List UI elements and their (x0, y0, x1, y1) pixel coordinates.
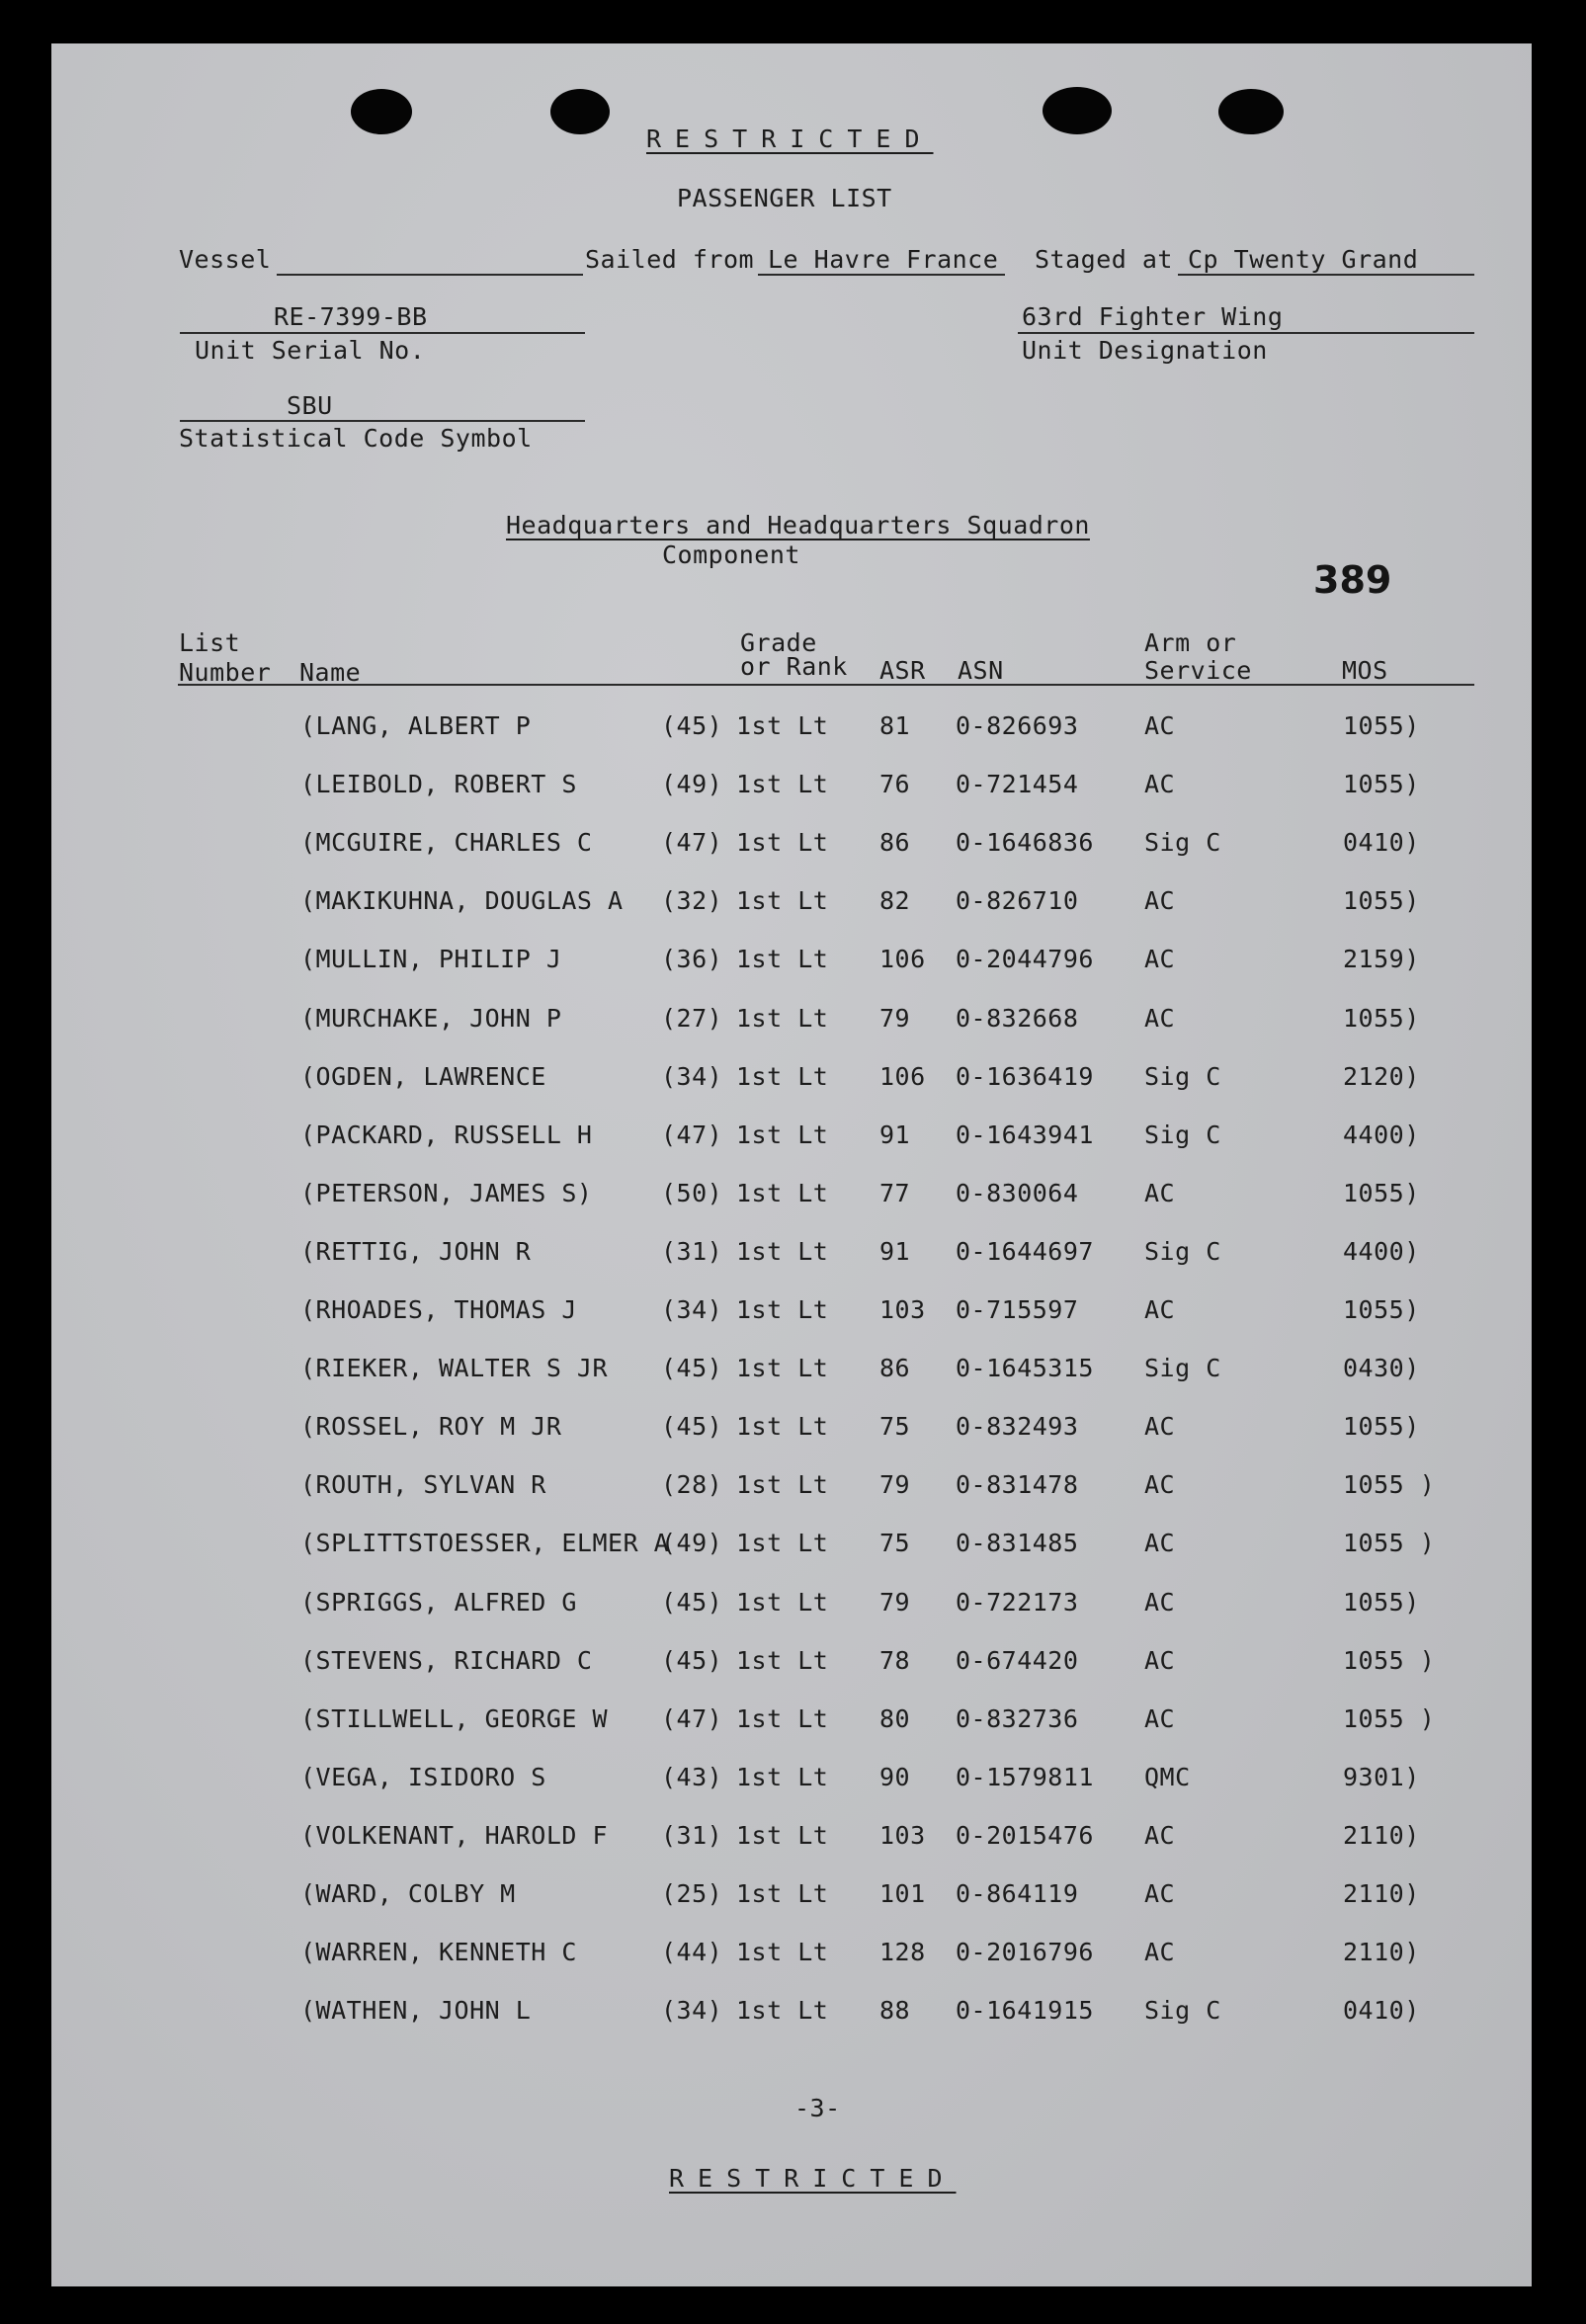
passenger-asr: 79 (879, 1470, 911, 1499)
col-list-1: List (179, 628, 241, 657)
passenger-name: (SPRIGGS, ALFRED G (300, 1588, 577, 1617)
passenger-arm: AC (1144, 1470, 1176, 1499)
passenger-asn: 0-1636419 (956, 1062, 1094, 1091)
passenger-mos: 1055) (1343, 1179, 1420, 1207)
passenger-arm: AC (1144, 1588, 1176, 1617)
passenger-name: (OGDEN, LAWRENCE (300, 1062, 546, 1091)
passenger-grade: 1st Lt (736, 1588, 829, 1617)
punch-hole (550, 89, 610, 134)
passenger-mos: 0410) (1343, 1996, 1420, 2025)
col-arm-2: Service (1144, 656, 1252, 685)
passenger-asn: 0-2044796 (956, 945, 1094, 973)
passenger-mos: 9301) (1343, 1763, 1420, 1791)
passenger-name: (LANG, ALBERT P (300, 711, 532, 740)
col-grade-2: or Rank (740, 652, 848, 681)
passenger-name: (WARREN, KENNETH C (300, 1938, 577, 1966)
page-number: -3- (794, 2094, 841, 2122)
passenger-arm: Sig C (1144, 1996, 1221, 2025)
classification-footer: RESTRICTED (669, 2164, 957, 2193)
passenger-mos: 2159) (1343, 945, 1420, 973)
passenger-grade: 1st Lt (736, 1704, 829, 1733)
passenger-name: (STEVENS, RICHARD C (300, 1646, 593, 1675)
passenger-name: (RHOADES, THOMAS J (300, 1295, 577, 1324)
passenger-grade: 1st Lt (736, 1004, 829, 1033)
passenger-grade: 1st Lt (736, 1821, 829, 1850)
passenger-age: (47) (661, 1704, 723, 1733)
passenger-arm: AC (1144, 711, 1176, 740)
stat-code-line (180, 420, 585, 422)
passenger-mos: 4400) (1343, 1237, 1420, 1266)
passenger-mos: 4400) (1343, 1120, 1420, 1149)
passenger-age: (45) (661, 1354, 723, 1382)
passenger-grade: 1st Lt (736, 1062, 829, 1091)
passenger-asr: 82 (879, 886, 911, 915)
passenger-asr: 86 (879, 1354, 911, 1382)
passenger-asn: 0-832493 (956, 1412, 1079, 1441)
passenger-asr: 101 (879, 1879, 926, 1908)
classification-header: RESTRICTED (646, 124, 934, 153)
passenger-asr: 75 (879, 1529, 911, 1557)
passenger-asn: 0-1644697 (956, 1237, 1094, 1266)
passenger-arm: AC (1144, 1821, 1176, 1850)
passenger-asr: 88 (879, 1996, 911, 2025)
passenger-age: (34) (661, 1062, 723, 1091)
passenger-grade: 1st Lt (736, 1763, 829, 1791)
passenger-arm: AC (1144, 945, 1176, 973)
document-title: PASSENGER LIST (677, 184, 892, 212)
passenger-mos: 0430) (1343, 1354, 1420, 1382)
passenger-asr: 106 (879, 1062, 926, 1091)
col-asn: ASN (958, 656, 1004, 685)
passenger-mos: 1055) (1343, 1004, 1420, 1033)
passenger-name: (RIEKER, WALTER S JR (300, 1354, 609, 1382)
passenger-name: (MURCHAKE, JOHN P (300, 1004, 562, 1033)
passenger-arm: AC (1144, 1879, 1176, 1908)
passenger-asn: 0-1645315 (956, 1354, 1094, 1382)
passenger-asr: 79 (879, 1004, 911, 1033)
passenger-age: (45) (661, 1412, 723, 1441)
passenger-grade: 1st Lt (736, 1354, 829, 1382)
document-page (51, 43, 1532, 2286)
sailed-label: Sailed from (585, 245, 755, 274)
passenger-age: (49) (661, 770, 723, 798)
passenger-name: (MCGUIRE, CHARLES C (300, 828, 593, 857)
unit-designation-line (1018, 332, 1474, 334)
passenger-asn: 0-674420 (956, 1646, 1079, 1675)
passenger-name: (STILLWELL, GEORGE W (300, 1704, 609, 1733)
passenger-mos: 2110) (1343, 1821, 1420, 1850)
passenger-mos: 2120) (1343, 1062, 1420, 1091)
passenger-mos: 1055) (1343, 711, 1420, 740)
passenger-asr: 103 (879, 1821, 926, 1850)
passenger-arm: Sig C (1144, 1120, 1221, 1149)
passenger-asn: 0-2016796 (956, 1938, 1094, 1966)
passenger-mos: 1055) (1343, 886, 1420, 915)
passenger-asn: 0-832668 (956, 1004, 1079, 1033)
passenger-asr: 86 (879, 828, 911, 857)
passenger-asn: 0-832736 (956, 1704, 1079, 1733)
passenger-arm: AC (1144, 1646, 1176, 1675)
vessel-label: Vessel (179, 245, 272, 274)
passenger-asn: 0-826710 (956, 886, 1079, 915)
passenger-age: (43) (661, 1763, 723, 1791)
stamp-number: 389 (1313, 558, 1392, 602)
passenger-grade: 1st Lt (736, 1179, 829, 1207)
unit-serial-line (180, 332, 585, 334)
passenger-arm: AC (1144, 1412, 1176, 1441)
passenger-mos: 1055) (1343, 770, 1420, 798)
component-label: Component (662, 540, 800, 569)
passenger-arm: AC (1144, 1179, 1176, 1207)
passenger-asn: 0-2015476 (956, 1821, 1094, 1850)
passenger-grade: 1st Lt (736, 1412, 829, 1441)
passenger-mos: 2110) (1343, 1879, 1420, 1908)
passenger-asr: 78 (879, 1646, 911, 1675)
passenger-grade: 1st Lt (736, 1120, 829, 1149)
passenger-grade: 1st Lt (736, 1529, 829, 1557)
passenger-age: (45) (661, 711, 723, 740)
passenger-name: (LEIBOLD, ROBERT S (300, 770, 577, 798)
passenger-arm: AC (1144, 1529, 1176, 1557)
col-list-2: Number (179, 658, 272, 687)
passenger-mos: 0410) (1343, 828, 1420, 857)
passenger-grade: 1st Lt (736, 1237, 829, 1266)
staged-label: Staged at (1035, 245, 1173, 274)
passenger-arm: AC (1144, 886, 1176, 915)
passenger-grade: 1st Lt (736, 1996, 829, 2025)
passenger-asn: 0-1641915 (956, 1996, 1094, 2025)
passenger-age: (28) (661, 1470, 723, 1499)
passenger-mos: 2110) (1343, 1938, 1420, 1966)
passenger-grade: 1st Lt (736, 1646, 829, 1675)
col-mos: MOS (1342, 656, 1388, 685)
unit-designation-value: 63rd Fighter Wing (1022, 302, 1284, 331)
passenger-asr: 128 (879, 1938, 926, 1966)
passenger-age: (44) (661, 1938, 723, 1966)
passenger-arm: Sig C (1144, 1062, 1221, 1091)
passenger-arm: AC (1144, 1004, 1176, 1033)
vessel-line (277, 274, 583, 276)
passenger-mos: 1055) (1343, 1412, 1420, 1441)
unit-designation-label: Unit Designation (1022, 336, 1268, 365)
passenger-asn: 0-715597 (956, 1295, 1079, 1324)
passenger-age: (50) (661, 1179, 723, 1207)
passenger-name: (ROSSEL, ROY M JR (300, 1412, 562, 1441)
passenger-asn: 0-831478 (956, 1470, 1079, 1499)
passenger-grade: 1st Lt (736, 886, 829, 915)
component-value: Headquarters and Headquarters Squadron (506, 511, 1090, 540)
passenger-asr: 91 (879, 1120, 911, 1149)
passenger-grade: 1st Lt (736, 828, 829, 857)
staged-line (1178, 274, 1474, 276)
passenger-name: (VEGA, ISIDORO S (300, 1763, 546, 1791)
passenger-name: (WATHEN, JOHN L (300, 1996, 532, 2025)
passenger-mos: 1055 ) (1343, 1529, 1436, 1557)
passenger-name: (MAKIKUHNA, DOUGLAS A (300, 886, 624, 915)
passenger-mos: 1055 ) (1343, 1646, 1436, 1675)
passenger-grade: 1st Lt (736, 1879, 829, 1908)
passenger-asn: 0-826693 (956, 711, 1079, 740)
unit-serial-value: RE-7399-BB (274, 302, 428, 331)
passenger-grade: 1st Lt (736, 770, 829, 798)
passenger-mos: 1055) (1343, 1588, 1420, 1617)
passenger-asn: 0-1579811 (956, 1763, 1094, 1791)
col-arm-1: Arm or (1144, 628, 1237, 657)
passenger-grade: 1st Lt (736, 1938, 829, 1966)
passenger-asn: 0-721454 (956, 770, 1079, 798)
passenger-arm: Sig C (1144, 1354, 1221, 1382)
passenger-age: (45) (661, 1646, 723, 1675)
passenger-grade: 1st Lt (736, 711, 829, 740)
passenger-age: (34) (661, 1996, 723, 2025)
passenger-age: (49) (661, 1529, 723, 1557)
passenger-name: (WARD, COLBY M (300, 1879, 516, 1908)
passenger-grade: 1st Lt (736, 945, 829, 973)
passenger-asn: 0-1646836 (956, 828, 1094, 857)
passenger-age: (36) (661, 945, 723, 973)
punch-hole (351, 89, 412, 134)
passenger-grade: 1st Lt (736, 1295, 829, 1324)
passenger-asr: 90 (879, 1763, 911, 1791)
passenger-name: (VOLKENANT, HAROLD F (300, 1821, 609, 1850)
passenger-age: (31) (661, 1237, 723, 1266)
passenger-mos: 1055) (1343, 1295, 1420, 1324)
passenger-asr: 81 (879, 711, 911, 740)
passenger-asr: 91 (879, 1237, 911, 1266)
passenger-asr: 80 (879, 1704, 911, 1733)
passenger-age: (45) (661, 1588, 723, 1617)
passenger-name: (PACKARD, RUSSELL H (300, 1120, 593, 1149)
passenger-age: (27) (661, 1004, 723, 1033)
staged-value: Cp Twenty Grand (1188, 245, 1419, 274)
passenger-age: (47) (661, 1120, 723, 1149)
sailed-value: Le Havre France (768, 245, 999, 274)
passenger-arm: Sig C (1144, 1237, 1221, 1266)
passenger-arm: AC (1144, 1938, 1176, 1966)
passenger-name: (ROUTH, SYLVAN R (300, 1470, 546, 1499)
passenger-asr: 103 (879, 1295, 926, 1324)
passenger-arm: AC (1144, 1704, 1176, 1733)
passenger-asr: 77 (879, 1179, 911, 1207)
passenger-grade: 1st Lt (736, 1470, 829, 1499)
passenger-arm: AC (1144, 770, 1176, 798)
passenger-age: (25) (661, 1879, 723, 1908)
passenger-asr: 106 (879, 945, 926, 973)
passenger-mos: 1055 ) (1343, 1704, 1436, 1733)
passenger-asn: 0-1643941 (956, 1120, 1094, 1149)
passenger-age: (34) (661, 1295, 723, 1324)
col-asr: ASR (879, 656, 926, 685)
unit-serial-label: Unit Serial No. (195, 336, 426, 365)
passenger-name: (SPLITTSTOESSER, ELMER A (300, 1529, 670, 1557)
passenger-name: (MULLIN, PHILIP J (300, 945, 562, 973)
header-rule (178, 684, 1474, 686)
punch-hole (1043, 87, 1112, 134)
passenger-asn: 0-722173 (956, 1588, 1079, 1617)
passenger-name: (PETERSON, JAMES S) (300, 1179, 593, 1207)
punch-hole (1218, 89, 1284, 134)
passenger-asn: 0-864119 (956, 1879, 1079, 1908)
passenger-asn: 0-831485 (956, 1529, 1079, 1557)
col-name: Name (299, 658, 362, 687)
stat-code-value: SBU (287, 391, 333, 420)
col-grade-1: Grade (740, 628, 817, 657)
passenger-age: (31) (661, 1821, 723, 1850)
passenger-asr: 76 (879, 770, 911, 798)
passenger-age: (32) (661, 886, 723, 915)
passenger-arm: Sig C (1144, 828, 1221, 857)
passenger-asr: 79 (879, 1588, 911, 1617)
passenger-arm: AC (1144, 1295, 1176, 1324)
stat-code-label: Statistical Code Symbol (179, 424, 533, 453)
passenger-asr: 75 (879, 1412, 911, 1441)
passenger-asn: 0-830064 (956, 1179, 1079, 1207)
passenger-age: (47) (661, 828, 723, 857)
passenger-arm: QMC (1144, 1763, 1191, 1791)
passenger-mos: 1055 ) (1343, 1470, 1436, 1499)
passenger-name: (RETTIG, JOHN R (300, 1237, 532, 1266)
sailed-line (758, 274, 1005, 276)
